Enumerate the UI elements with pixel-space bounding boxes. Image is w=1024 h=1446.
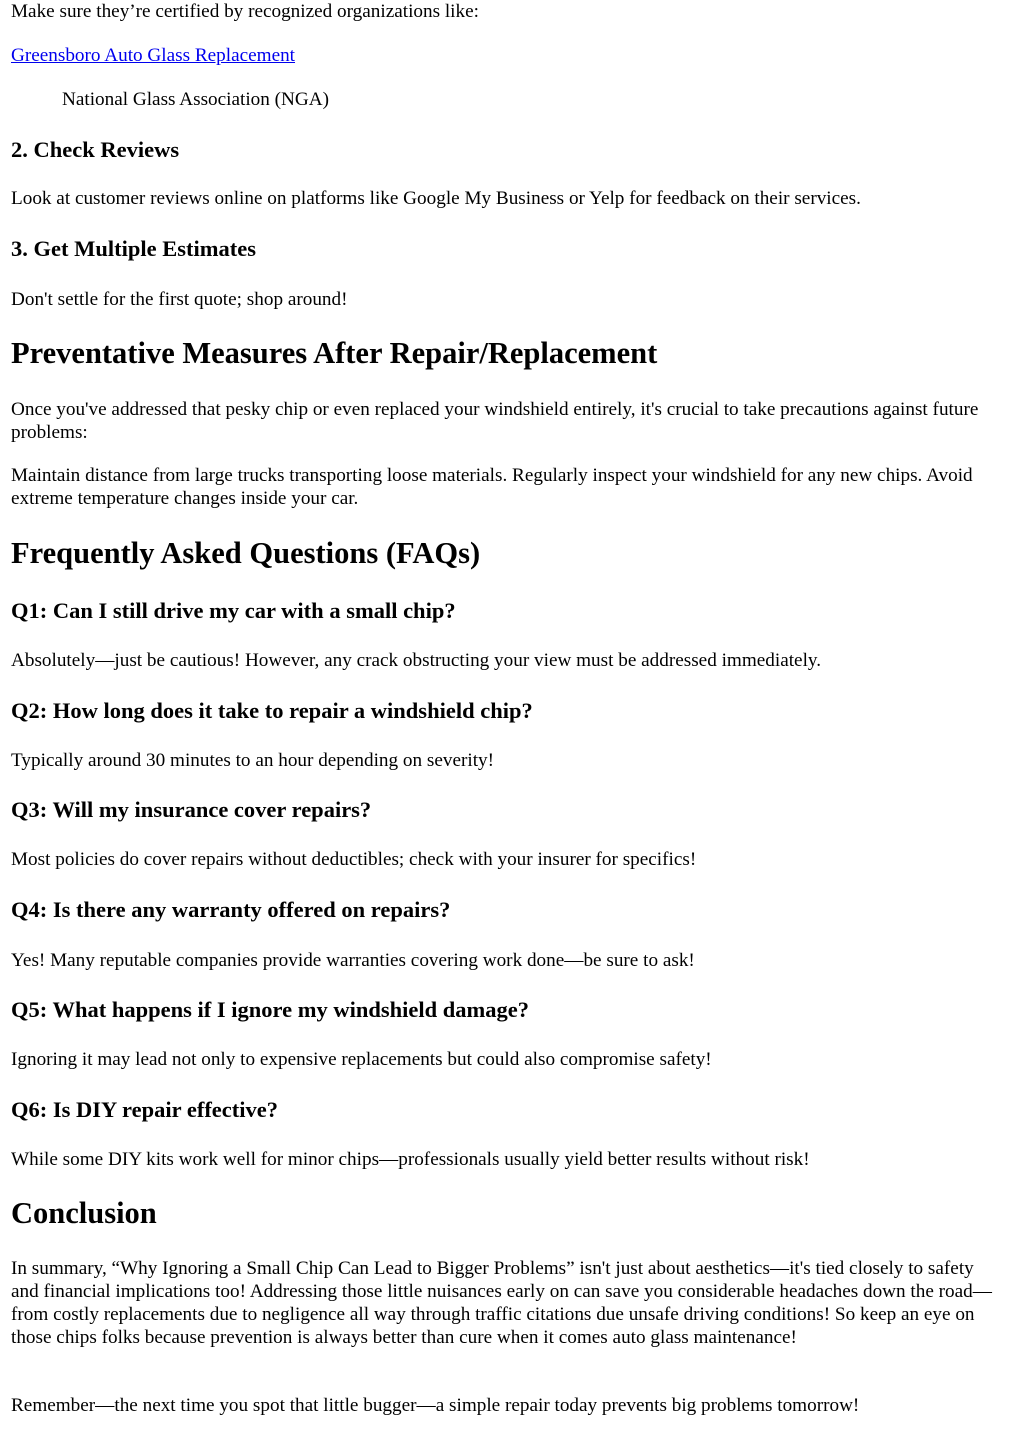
nga-text: National Glass Association (NGA) <box>62 89 329 110</box>
faq-question: Q5: What happens if I ignore my windshield damage? <box>11 997 530 1022</box>
faq-question: Q3: Will my insurance cover repairs? <box>11 797 372 822</box>
faq-heading: Frequently Asked Questions (FAQs) <box>11 536 481 570</box>
preventative-para-1: Once you've addressed that pesky chip or even replaced your windshield entirely, it's crucial to take precautions against future problems: <box>11 399 979 443</box>
faq-answer: Ignoring it may lead not only to expensive replacements but could also compromise safety! <box>11 1049 712 1070</box>
tip-heading-estimates: 3. Get Multiple Estimates <box>11 236 256 261</box>
conclusion-heading: Conclusion <box>11 1196 157 1230</box>
faq-question: Q4: Is there any warranty offered on repairs? <box>11 897 451 922</box>
conclusion-para-2: Remember—the next time you spot that little bugger—a simple repair today prevents big problems tomorrow! <box>11 1395 860 1416</box>
faq-answer: Typically around 30 minutes to an hour depending on severity! <box>11 750 495 771</box>
conclusion-para-1: In summary, “Why Ignoring a Small Chip Can Lead to Bigger Problems” isn't just about aesthetics—it's tied closely to safety and financial implications too! Addressing those little nuisances early on can save you considerable headaches down the road—from costly replacements due to negligence all way through traffic citations due unsafe driving conditions! So keep an eye on those chips folks because prevention is always better than cure when it comes auto glass maintenance! <box>11 1258 992 1348</box>
faq-answer: Most policies do cover repairs without deductibles; check with your insurer for specifics! <box>11 849 697 870</box>
faq-answer: While some DIY kits work well for minor chips—professionals usually yield better results without risk! <box>11 1149 810 1170</box>
tip-body-reviews: Look at customer reviews online on platforms like Google My Business or Yelp for feedback on their services. <box>11 188 861 209</box>
greensboro-auto-glass-link[interactable]: Greensboro Auto Glass Replacement <box>11 45 296 66</box>
faq-answer: Absolutely—just be cautious! However, any crack obstructing your view must be addressed immediately. <box>11 650 822 671</box>
faq-question: Q2: How long does it take to repair a windshield chip? <box>11 698 533 723</box>
faq-question: Q1: Can I still drive my car with a small chip? <box>11 598 456 623</box>
certification-text: Make sure they’re certified by recognized organizations like: <box>11 1 479 22</box>
tip-heading-reviews: 2. Check Reviews <box>11 137 180 162</box>
preventative-heading: Preventative Measures After Repair/Replacement <box>11 336 658 370</box>
link-paragraph <box>11 44 295 67</box>
tip-body-estimates: Don't settle for the first quote; shop around! <box>11 289 348 310</box>
faq-answer: Yes! Many reputable companies provide warranties covering work done—be sure to ask! <box>11 950 695 971</box>
faq-question: Q6: Is DIY repair effective? <box>11 1097 279 1122</box>
preventative-para-2: Maintain distance from large trucks transporting loose materials. Regularly inspect your windshield for any new chips. Avoid extreme temperature changes inside your car. <box>11 465 973 509</box>
